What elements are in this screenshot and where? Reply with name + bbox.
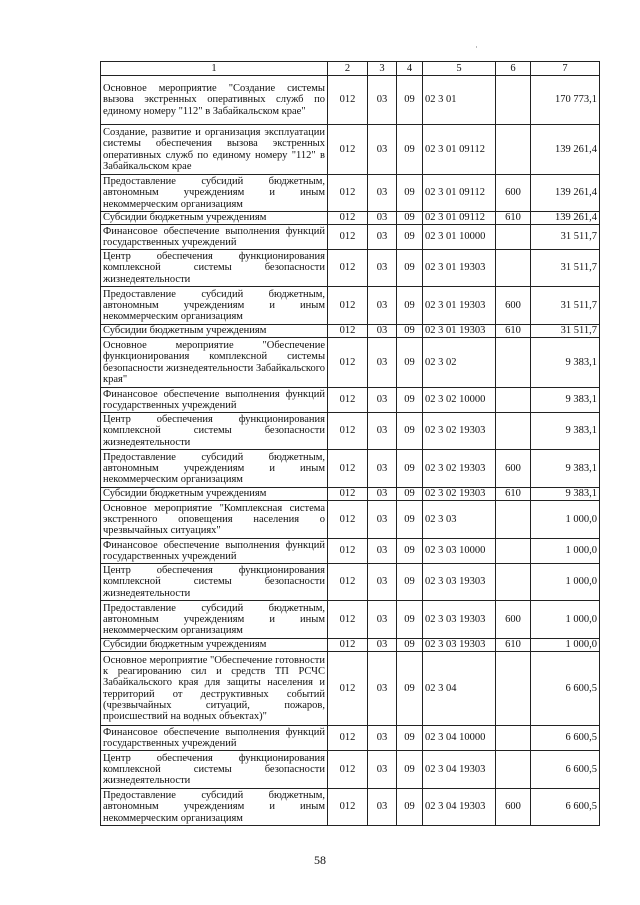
scan-artifact — [476, 46, 477, 48]
admin-code-cell: 012 — [328, 338, 368, 388]
column-header: 1 — [101, 62, 328, 76]
target-article-cell: 02 3 03 10000 — [423, 539, 496, 564]
table-row — [101, 564, 600, 601]
table-row — [101, 501, 600, 539]
expense-type-cell — [496, 501, 531, 539]
amount-cell: 6 600,5 — [531, 652, 600, 726]
section-code-cell: 03 — [368, 601, 397, 639]
section-code-cell: 03 — [368, 250, 397, 287]
table-row — [101, 338, 600, 388]
amount-cell: 6 600,5 — [531, 789, 600, 826]
table-row — [101, 250, 600, 287]
table-row — [101, 601, 600, 639]
expense-type-cell: 610 — [496, 488, 531, 501]
item-name-cell: Субсидии бюджетным учреждениям — [101, 212, 328, 225]
expense-type-cell — [496, 250, 531, 287]
section-code-cell: 03 — [368, 175, 397, 212]
admin-code-cell: 012 — [328, 225, 368, 250]
admin-code-cell: 012 — [328, 652, 368, 726]
item-name-cell: Субсидии бюджетным учреждениям — [101, 488, 328, 501]
amount-cell: 9 383,1 — [531, 450, 600, 488]
subsection-code-cell: 09 — [397, 601, 423, 639]
amount-cell: 1 000,0 — [531, 601, 600, 639]
admin-code-cell: 012 — [328, 413, 368, 450]
expense-type-cell — [496, 413, 531, 450]
expense-type-cell: 600 — [496, 450, 531, 488]
subsection-code-cell: 09 — [397, 212, 423, 225]
item-name-cell: Субсидии бюджетным учреждениям — [101, 325, 328, 338]
admin-code-cell: 012 — [328, 726, 368, 751]
table-row — [101, 388, 600, 413]
target-article-cell: 02 3 02 19303 — [423, 413, 496, 450]
page-number: 58 — [314, 853, 326, 867]
target-article-cell: 02 3 04 19303 — [423, 751, 496, 789]
column-header: 2 — [328, 62, 368, 76]
item-name-cell: Центр обеспечения функционирования комплексной системы безопасности жизнедеятельности — [101, 751, 328, 789]
item-name-cell: Финансовое обеспечение выполнения функций государственных учреждений — [101, 225, 328, 250]
amount-cell: 170 773,1 — [531, 76, 600, 125]
expense-type-cell — [496, 388, 531, 413]
subsection-code-cell: 09 — [397, 125, 423, 175]
subsection-code-cell: 09 — [397, 287, 423, 325]
subsection-code-cell: 09 — [397, 652, 423, 726]
admin-code-cell: 012 — [328, 388, 368, 413]
admin-code-cell: 012 — [328, 789, 368, 826]
section-code-cell: 03 — [368, 76, 397, 125]
admin-code-cell: 012 — [328, 601, 368, 639]
section-code-cell: 03 — [368, 751, 397, 789]
admin-code-cell: 012 — [328, 287, 368, 325]
target-article-cell: 02 3 02 — [423, 338, 496, 388]
expense-type-cell: 610 — [496, 325, 531, 338]
expense-type-cell — [496, 652, 531, 726]
table-row — [101, 726, 600, 751]
expense-type-cell: 600 — [496, 789, 531, 826]
expense-type-cell — [496, 564, 531, 601]
admin-code-cell: 012 — [328, 501, 368, 539]
subsection-code-cell: 09 — [397, 338, 423, 388]
table-row — [101, 212, 600, 225]
admin-code-cell: 012 — [328, 639, 368, 652]
amount-cell: 1 000,0 — [531, 564, 600, 601]
item-name-cell: Предоставление субсидий бюджетным, автономным учреждениям и иным некоммерческим организациям — [101, 601, 328, 639]
expense-type-cell — [496, 338, 531, 388]
amount-cell: 139 261,4 — [531, 175, 600, 212]
amount-cell: 9 383,1 — [531, 388, 600, 413]
column-header: 4 — [397, 62, 423, 76]
section-code-cell: 03 — [368, 564, 397, 601]
section-code-cell: 03 — [368, 488, 397, 501]
amount-cell: 139 261,4 — [531, 212, 600, 225]
table-row — [101, 639, 600, 652]
expense-type-cell: 610 — [496, 639, 531, 652]
item-name-cell: Финансовое обеспечение выполнения функций государственных учреждений — [101, 539, 328, 564]
admin-code-cell: 012 — [328, 212, 368, 225]
budget-table — [100, 61, 600, 826]
target-article-cell: 02 3 01 09112 — [423, 175, 496, 212]
subsection-code-cell: 09 — [397, 250, 423, 287]
expense-type-cell — [496, 125, 531, 175]
expense-type-cell — [496, 751, 531, 789]
amount-cell: 9 383,1 — [531, 413, 600, 450]
target-article-cell: 02 3 01 — [423, 76, 496, 125]
item-name-cell: Субсидии бюджетным учреждениям — [101, 639, 328, 652]
subsection-code-cell: 09 — [397, 789, 423, 826]
column-header: 5 — [423, 62, 496, 76]
table-row — [101, 789, 600, 826]
table-row — [101, 175, 600, 212]
table-header-row — [101, 62, 600, 76]
admin-code-cell: 012 — [328, 564, 368, 601]
target-article-cell: 02 3 02 10000 — [423, 388, 496, 413]
table-row — [101, 413, 600, 450]
expense-type-cell — [496, 76, 531, 125]
section-code-cell: 03 — [368, 225, 397, 250]
section-code-cell: 03 — [368, 125, 397, 175]
item-name-cell: Предоставление субсидий бюджетным, автономным учреждениям и иным некоммерческим организациям — [101, 789, 328, 826]
section-code-cell: 03 — [368, 726, 397, 751]
admin-code-cell: 012 — [328, 325, 368, 338]
item-name-cell: Предоставление субсидий бюджетным, автономным учреждениям и иным некоммерческим организациям — [101, 287, 328, 325]
expense-type-cell — [496, 539, 531, 564]
item-name-cell: Предоставление субсидий бюджетным, автономным учреждениям и иным некоммерческим организациям — [101, 175, 328, 212]
table-row — [101, 287, 600, 325]
item-name-cell: Создание, развитие и организация эксплуатации системы обеспечения вызова экстренных оперативных служб по единому номеру "112" в Забайкальском крае — [101, 125, 328, 175]
table-row — [101, 652, 600, 726]
column-header: 7 — [531, 62, 600, 76]
amount-cell: 6 600,5 — [531, 726, 600, 751]
subsection-code-cell: 09 — [397, 488, 423, 501]
table-row — [101, 325, 600, 338]
admin-code-cell: 012 — [328, 488, 368, 501]
target-article-cell: 02 3 01 19303 — [423, 287, 496, 325]
target-article-cell: 02 3 03 — [423, 501, 496, 539]
subsection-code-cell: 09 — [397, 726, 423, 751]
subsection-code-cell: 09 — [397, 413, 423, 450]
amount-cell: 6 600,5 — [531, 751, 600, 789]
subsection-code-cell: 09 — [397, 225, 423, 250]
admin-code-cell: 012 — [328, 539, 368, 564]
target-article-cell: 02 3 03 19303 — [423, 564, 496, 601]
target-article-cell: 02 3 02 19303 — [423, 450, 496, 488]
column-header: 6 — [496, 62, 531, 76]
table-row — [101, 225, 600, 250]
item-name-cell: Центр обеспечения функционирования комплексной системы безопасности жизнедеятельности — [101, 413, 328, 450]
admin-code-cell: 012 — [328, 450, 368, 488]
admin-code-cell: 012 — [328, 175, 368, 212]
target-article-cell: 02 3 03 19303 — [423, 639, 496, 652]
section-code-cell: 03 — [368, 413, 397, 450]
admin-code-cell: 012 — [328, 250, 368, 287]
amount-cell: 31 511,7 — [531, 225, 600, 250]
subsection-code-cell: 09 — [397, 539, 423, 564]
section-code-cell: 03 — [368, 789, 397, 826]
amount-cell: 1 000,0 — [531, 639, 600, 652]
target-article-cell: 02 3 02 19303 — [423, 488, 496, 501]
subsection-code-cell: 09 — [397, 501, 423, 539]
admin-code-cell: 012 — [328, 751, 368, 789]
section-code-cell: 03 — [368, 652, 397, 726]
target-article-cell: 02 3 04 10000 — [423, 726, 496, 751]
table-row — [101, 488, 600, 501]
item-name-cell: Основное мероприятие "Комплексная система экстренного оповещения населения о чрезвычайных ситуациях" — [101, 501, 328, 539]
admin-code-cell: 012 — [328, 76, 368, 125]
target-article-cell: 02 3 03 19303 — [423, 601, 496, 639]
amount-cell: 9 383,1 — [531, 488, 600, 501]
amount-cell: 31 511,7 — [531, 325, 600, 338]
expense-type-cell — [496, 726, 531, 751]
amount-cell: 9 383,1 — [531, 338, 600, 388]
target-article-cell: 02 3 04 — [423, 652, 496, 726]
item-name-cell: Финансовое обеспечение выполнения функций государственных учреждений — [101, 388, 328, 413]
target-article-cell: 02 3 01 19303 — [423, 325, 496, 338]
section-code-cell: 03 — [368, 639, 397, 652]
subsection-code-cell: 09 — [397, 76, 423, 125]
amount-cell: 31 511,7 — [531, 250, 600, 287]
expense-type-cell: 600 — [496, 601, 531, 639]
section-code-cell: 03 — [368, 501, 397, 539]
table-row — [101, 125, 600, 175]
item-name-cell: Основное мероприятие "Создание системы вызова экстренных оперативных служб по единому номеру "112" в Забайкальском крае" — [101, 76, 328, 125]
item-name-cell: Основное мероприятие "Обеспечение функционирования комплексной системы безопасности жизнедеятельности Забайкальского края" — [101, 338, 328, 388]
table-row — [101, 539, 600, 564]
subsection-code-cell: 09 — [397, 639, 423, 652]
subsection-code-cell: 09 — [397, 388, 423, 413]
subsection-code-cell: 09 — [397, 564, 423, 601]
item-name-cell: Основное мероприятие "Обеспечение готовности к реагированию сил и средств ТП РСЧС Забайкальского края для защиты населения и территорий от деструктивных событий (чрезвычайных ситуаций, пожаров, происшествий на водных объектах)" — [101, 652, 328, 726]
table-row — [101, 450, 600, 488]
target-article-cell: 02 3 01 09112 — [423, 125, 496, 175]
amount-cell: 1 000,0 — [531, 539, 600, 564]
section-code-cell: 03 — [368, 212, 397, 225]
expense-type-cell — [496, 225, 531, 250]
subsection-code-cell: 09 — [397, 325, 423, 338]
target-article-cell: 02 3 04 19303 — [423, 789, 496, 826]
section-code-cell: 03 — [368, 450, 397, 488]
expense-type-cell: 610 — [496, 212, 531, 225]
column-header: 3 — [368, 62, 397, 76]
admin-code-cell: 012 — [328, 125, 368, 175]
item-name-cell: Финансовое обеспечение выполнения функций государственных учреждений — [101, 726, 328, 751]
expense-type-cell: 600 — [496, 175, 531, 212]
item-name-cell: Центр обеспечения функционирования комплексной системы безопасности жизнедеятельности — [101, 564, 328, 601]
table-row — [101, 76, 600, 125]
subsection-code-cell: 09 — [397, 175, 423, 212]
expense-type-cell: 600 — [496, 287, 531, 325]
section-code-cell: 03 — [368, 539, 397, 564]
section-code-cell: 03 — [368, 287, 397, 325]
table-row — [101, 751, 600, 789]
section-code-cell: 03 — [368, 325, 397, 338]
item-name-cell: Предоставление субсидий бюджетным, автономным учреждениям и иным некоммерческим организациям — [101, 450, 328, 488]
amount-cell: 31 511,7 — [531, 287, 600, 325]
target-article-cell: 02 3 01 10000 — [423, 225, 496, 250]
amount-cell: 139 261,4 — [531, 125, 600, 175]
section-code-cell: 03 — [368, 388, 397, 413]
subsection-code-cell: 09 — [397, 450, 423, 488]
target-article-cell: 02 3 01 09112 — [423, 212, 496, 225]
item-name-cell: Центр обеспечения функционирования комплексной системы безопасности жизнедеятельности — [101, 250, 328, 287]
target-article-cell: 02 3 01 19303 — [423, 250, 496, 287]
subsection-code-cell: 09 — [397, 751, 423, 789]
amount-cell: 1 000,0 — [531, 501, 600, 539]
section-code-cell: 03 — [368, 338, 397, 388]
